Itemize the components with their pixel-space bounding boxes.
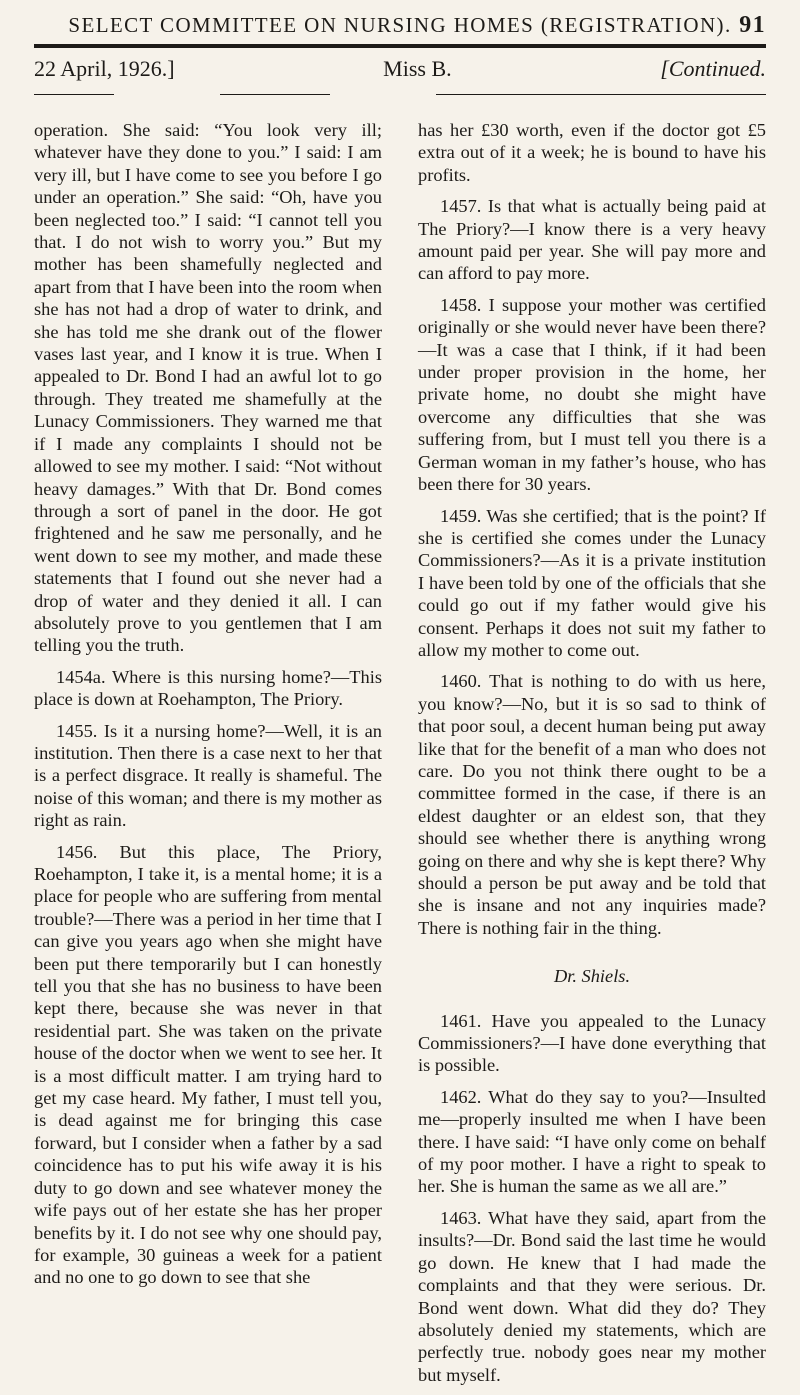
speaker-heading: Dr. Shiels.: [553, 966, 631, 987]
hearing-date: 22 April, 1926.]: [34, 56, 175, 81]
header-rule: [34, 44, 766, 48]
continued-label: [Continued.: [660, 56, 766, 81]
left-column: [34, 119, 382, 1395]
left-subrule: [34, 94, 114, 95]
paragraph: 1461. Have you appealed to the Lunacy Commissioners?—I have done everything that is possible.: [418, 1010, 766, 1076]
paragraph: 1455. Is it a nursing home?—Well, it is an institution. Then there is a case next to her that is a perfect disgrace. It really is shameful. The noise of this woman; and there is my mother as right as rain.: [34, 720, 382, 831]
page-number: 91: [739, 12, 766, 38]
text-columns: [34, 119, 766, 1395]
paragraph: 1462. What do they say to you?—Insulted me—properly insulted me when I have been there. I have said: “I have only come on behalf of my poor mother. I have a right to speak to her. She is human the same as we all are.”: [418, 1086, 766, 1197]
center-subrule: [220, 94, 330, 95]
paragraph: 1456. But this place, The Priory, Roehampton, I take it, is a mental home; it is a place for people who are suffering from mental trouble?—There was a period in her time that I can give you years ago when she might have been put there temporarily but I can honestly tell you that she has no business to have been kept there, because she was never in that residential part. She was taken on the private house of the doctor when we went to see her. It is a most difficult matter. I am trying hard to get my case heard. My father, I must tell you, is dead against me for bringing this case forward, but I consider when a father by a sad coincidence has to put his wife away it is his duty to go down and see whatever money the wife pays out of her estate she has her proper benefits by it. I do not see why one should pay, for example, 30 guineas a week for a patient and no one to go down to see that she: [34, 841, 382, 1288]
paragraph: 1458. I suppose your mother was certified originally or she would never have been there?—It was a case that I think, if it had been under proper provision in the home, her private home, no doubt she might have overcome any difficulties that she was suffering from, but I must tell you there is a German woman in my father’s house, who has been there for 30 years.: [418, 294, 766, 495]
witness-name: Miss B.: [383, 56, 452, 81]
paragraph: 1454a. Where is this nursing home?—This place is down at Roehampton, The Priory.: [34, 666, 382, 710]
running-head: [34, 10, 766, 40]
subheader-rules: [34, 94, 766, 95]
paragraph: has her £30 worth, even if the doctor got £5 extra out of it a week; he is bound to have his profits.: [418, 120, 766, 185]
paragraph: 1457. Is that what is actually being paid at The Priory?—I know there is a very heavy amount paid per year. She will pay more and can afford to pay more.: [418, 196, 766, 284]
running-title: SELECT COMMITTEE ON NURSING HOMES (REGISTRATION).: [68, 13, 732, 37]
paragraph: 1463. What have they said, apart from the insults?—Dr. Bond said the last time he would go down. He knew that I had made the complaints and that they were serious. Dr. Bond went down. What did they do? They absolutely denied my statements, which are perfectly true. nobody goes near my mother but myself.: [418, 1207, 766, 1385]
subheader: [34, 56, 766, 86]
right-subrule: [436, 94, 766, 95]
right-column: [418, 119, 766, 1395]
paragraph: operation. She said: “You look very ill; whatever have they done to you.” I said: I am very ill, but I have come to see you before I go under an operation.” She said: “Oh, have you been neglected too.” I said: “I cannot tell you that. I do not wish to worry you.” But my mother has been shamefully neglected and apart from that I have been into the room when she has not had a drop of water to drink, and she has told me she drank out of the flower vases last year, and I know it is true. When I appealed to Dr. Bond I had an awful lot to go through. They treated me shamefully at the Lunacy Commissioners. They warned me that if I made any complaints I should not be allowed to see my mother. I said: “Not without heavy damages.” With that Dr. Bond comes through a sort of panel in the door. He got frightened and he saw me personally, and he went down to see my mother, and made these statements that I found out she never had a drop of water and they denied it all. I can absolutely prove to you gentlemen that I am telling you the truth.: [34, 120, 382, 656]
paragraph: 1459. Was she certified; that is the point? If she is certified she comes under the Lunacy Commissioners?—As it is a private institution I have been told by one of the officials that she could go out if my father would give his consent. Perhaps it does not suit my father to allow my mother to come out.: [418, 505, 766, 660]
paragraph: 1460. That is nothing to do with us here, you know?—No, but it is so sad to think of that poor soul, a decent human being put away like that for the benefit of a man who does not care. Do you not think there ought to be a committee formed in the case, if there is an eldest daughter or an eldest son, that they should see whether there is anything wrong going on there and why she is kept there? Why should a person be put away and be told that she is insane and not any inquiries made? There is nothing fair in the thing.: [418, 671, 766, 938]
